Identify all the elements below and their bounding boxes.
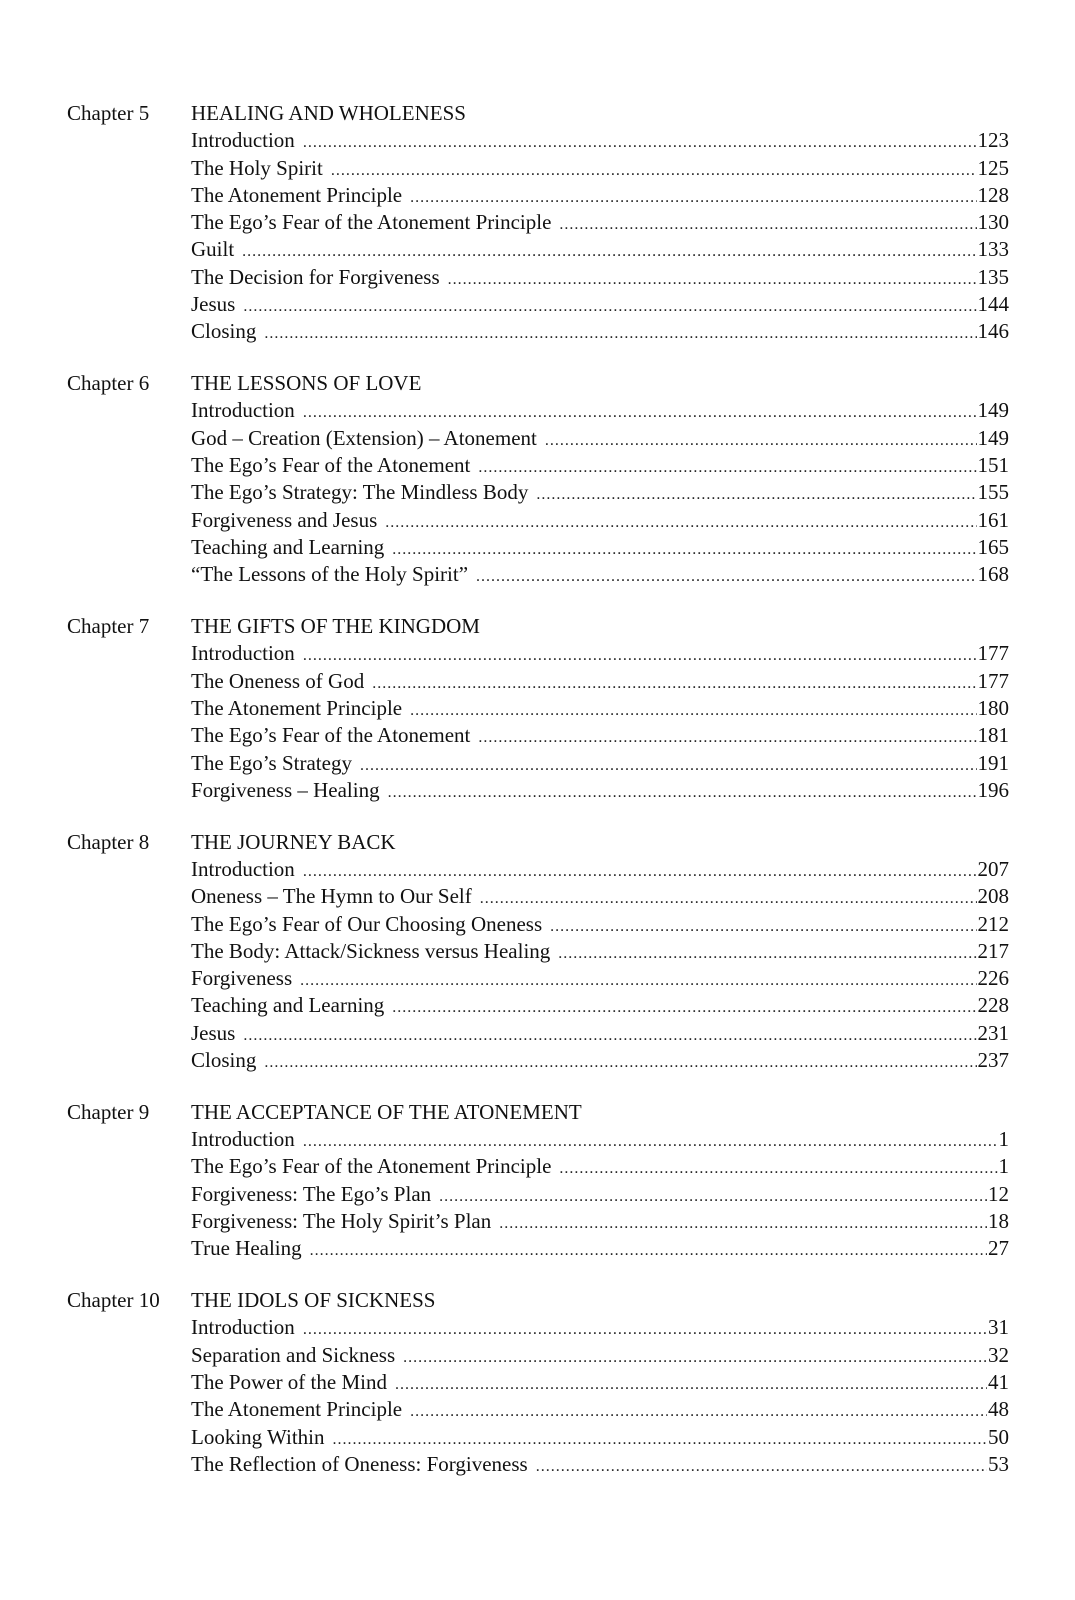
toc-entry-title: The Power of the Mind bbox=[191, 1369, 387, 1394]
toc-entry bbox=[191, 640, 1009, 667]
toc-entry-list bbox=[191, 640, 1009, 804]
dot-leader bbox=[550, 913, 976, 940]
toc-entry-list bbox=[191, 856, 1009, 1074]
toc-entry-page-number: 1 bbox=[998, 1127, 1009, 1152]
chapter-title: HEALING AND WHOLENESS bbox=[191, 101, 466, 125]
dot-leader bbox=[410, 697, 976, 724]
toc-entry-page-number: 181 bbox=[977, 723, 1009, 748]
toc-entry-page-number: 1 bbox=[998, 1154, 1009, 1179]
toc-entry-page-number: 27 bbox=[988, 1236, 1009, 1261]
toc-entry-page-number: 237 bbox=[977, 1048, 1009, 1072]
toc-entry-title: Looking Within bbox=[191, 1424, 325, 1449]
toc-entry bbox=[191, 397, 1009, 424]
toc-entry-page-number: 32 bbox=[988, 1342, 1009, 1367]
dot-leader bbox=[545, 427, 977, 454]
dot-leader bbox=[360, 752, 977, 779]
toc-entry-title: Introduction bbox=[191, 641, 295, 666]
toc-entry-title: True Healing bbox=[191, 1236, 302, 1261]
toc-entry-page-number: 217 bbox=[977, 938, 1009, 963]
toc-entry-title: The Ego’s Fear of the Atonement Principle bbox=[191, 1154, 552, 1179]
toc-entry-title: Introduction bbox=[191, 398, 295, 423]
toc-entry-title: The Ego’s Strategy: The Mindless Body bbox=[191, 480, 529, 505]
toc-entry-title: “The Lessons of the Holy Spirit” bbox=[191, 562, 469, 587]
toc-entry-title: The Holy Spirit bbox=[191, 155, 323, 180]
dot-leader bbox=[499, 1210, 987, 1237]
dot-leader bbox=[243, 1022, 976, 1049]
toc-entry bbox=[191, 722, 1009, 749]
dot-leader bbox=[392, 994, 976, 1021]
toc-entry-page-number: 196 bbox=[977, 777, 1009, 802]
chapter-label: Chapter 8 bbox=[67, 829, 150, 854]
toc-entry bbox=[191, 561, 1009, 588]
dot-leader bbox=[385, 509, 976, 536]
chapter-title: THE LESSONS OF LOVE bbox=[191, 371, 422, 396]
toc-entry-title: Forgiveness: The Holy Spirit’s Plan bbox=[191, 1208, 492, 1233]
chapter-heading bbox=[67, 829, 1009, 856]
toc-entry bbox=[191, 1369, 1009, 1396]
toc-entry bbox=[191, 1181, 1009, 1208]
toc-entry-title: Forgiveness and Jesus bbox=[191, 507, 378, 532]
dot-leader bbox=[480, 885, 977, 912]
toc-entry-page-number: 161 bbox=[977, 507, 1009, 532]
toc-entry-title: Closing bbox=[191, 319, 257, 344]
dot-leader bbox=[303, 1128, 998, 1155]
chapter-section bbox=[67, 829, 1009, 1075]
chapter-heading bbox=[67, 1099, 1009, 1126]
toc-entry bbox=[191, 777, 1009, 804]
toc-entry bbox=[191, 318, 1009, 345]
dot-leader bbox=[243, 293, 976, 320]
toc-entry-page-number: 133 bbox=[977, 237, 1009, 262]
toc-entry-page-number: 191 bbox=[977, 750, 1009, 775]
toc-entry-title: The Ego’s Strategy bbox=[191, 750, 352, 775]
toc-entry bbox=[191, 1314, 1009, 1341]
toc-entry-page-number: 180 bbox=[977, 695, 1009, 720]
toc-entry bbox=[191, 883, 1009, 910]
toc-entry-title: Teaching and Learning bbox=[191, 993, 385, 1018]
toc-entry-title: The Ego’s Fear of Our Choosing Oneness bbox=[191, 911, 543, 936]
toc-entry-title: The Ego’s Fear of the Atonement bbox=[191, 723, 471, 748]
toc-entry bbox=[191, 425, 1009, 452]
dot-leader bbox=[372, 670, 976, 697]
chapter-label: Chapter 9 bbox=[67, 1099, 150, 1124]
chapter-title: THE GIFTS OF THE KINGDOM bbox=[191, 614, 480, 639]
toc-entry-list bbox=[191, 1314, 1009, 1478]
chapter-heading bbox=[67, 613, 1009, 640]
toc-entry-page-number: 231 bbox=[977, 1020, 1009, 1045]
dot-leader bbox=[403, 1344, 987, 1371]
chapter-label: Chapter 5 bbox=[67, 101, 150, 125]
dot-leader bbox=[392, 536, 976, 563]
toc-entry-page-number: 155 bbox=[977, 480, 1009, 505]
dot-leader bbox=[331, 157, 977, 184]
toc-entry-title: Closing bbox=[191, 1048, 257, 1072]
toc-entry bbox=[191, 668, 1009, 695]
toc-entry-page-number: 41 bbox=[988, 1369, 1009, 1394]
dot-leader bbox=[303, 858, 977, 885]
toc-entry-title: The Reflection of Oneness: Forgiveness bbox=[191, 1451, 528, 1476]
dot-leader bbox=[310, 1237, 987, 1264]
dot-leader bbox=[478, 724, 976, 751]
toc-entry-title: Oneness – The Hymn to Our Self bbox=[191, 884, 472, 909]
toc-entry bbox=[191, 695, 1009, 722]
dot-leader bbox=[303, 129, 977, 156]
toc-entry bbox=[191, 534, 1009, 561]
toc-entry bbox=[191, 155, 1009, 182]
dot-leader bbox=[478, 454, 976, 481]
toc-entry bbox=[191, 911, 1009, 938]
toc-entry-title: Introduction bbox=[191, 128, 295, 153]
toc-entry bbox=[191, 856, 1009, 883]
dot-leader bbox=[558, 940, 976, 967]
toc-entry-page-number: 130 bbox=[977, 210, 1009, 235]
toc-entry bbox=[191, 479, 1009, 506]
dot-leader bbox=[439, 1183, 987, 1210]
dot-leader bbox=[303, 642, 977, 669]
toc-entry-title: Guilt bbox=[191, 237, 235, 262]
toc-entry-page-number: 128 bbox=[977, 182, 1009, 207]
dot-leader bbox=[448, 266, 977, 293]
dot-leader bbox=[559, 211, 976, 238]
chapter-title: THE IDOLS OF SICKNESS bbox=[191, 1288, 436, 1313]
toc-entry-page-number: 177 bbox=[977, 641, 1009, 666]
toc-entry-title: Forgiveness: The Ego’s Plan bbox=[191, 1181, 432, 1206]
toc-entry bbox=[191, 1451, 1009, 1478]
toc-entry-title: The Oneness of God bbox=[191, 668, 365, 693]
toc-entry-page-number: 149 bbox=[977, 425, 1009, 450]
toc-entry-title: Teaching and Learning bbox=[191, 534, 385, 559]
toc-entry-title: The Atonement Principle bbox=[191, 695, 403, 720]
chapter-section bbox=[67, 613, 1009, 804]
toc-entry bbox=[191, 992, 1009, 1019]
toc-entry bbox=[191, 938, 1009, 965]
toc-entry-page-number: 177 bbox=[977, 668, 1009, 693]
chapter-title: THE ACCEPTANCE OF THE ATONEMENT bbox=[191, 1099, 582, 1124]
chapter-section bbox=[67, 100, 1009, 346]
toc-entry-page-number: 31 bbox=[988, 1315, 1009, 1340]
toc-entry-title: Introduction bbox=[191, 1315, 295, 1340]
dot-leader bbox=[303, 1316, 987, 1343]
dot-leader bbox=[333, 1426, 987, 1453]
toc-entry-page-number: 165 bbox=[977, 534, 1009, 559]
toc-entry bbox=[191, 965, 1009, 992]
toc-entry-page-number: 50 bbox=[988, 1424, 1009, 1449]
toc-entry-page-number: 125 bbox=[977, 155, 1009, 180]
toc-entry-page-number: 212 bbox=[977, 911, 1009, 936]
toc-entry-title: Separation and Sickness bbox=[191, 1342, 396, 1367]
toc-entry-page-number: 12 bbox=[988, 1181, 1009, 1206]
toc-entry-title: The Ego’s Fear of the Atonement Principle bbox=[191, 210, 552, 235]
toc-entry-page-number: 208 bbox=[977, 884, 1009, 909]
dot-leader bbox=[242, 238, 976, 265]
toc-entry-page-number: 228 bbox=[977, 993, 1009, 1018]
dot-leader bbox=[410, 184, 976, 211]
chapter-title: THE JOURNEY BACK bbox=[191, 829, 396, 854]
toc-entry bbox=[191, 209, 1009, 236]
toc-entry-page-number: 48 bbox=[988, 1397, 1009, 1422]
toc-entry bbox=[191, 750, 1009, 777]
dot-leader bbox=[536, 1453, 987, 1480]
toc-entry bbox=[191, 1153, 1009, 1180]
toc-entry-title: Introduction bbox=[191, 1127, 295, 1152]
toc-entry-page-number: 123 bbox=[977, 128, 1009, 153]
dot-leader bbox=[476, 563, 976, 590]
toc-entry bbox=[191, 1342, 1009, 1369]
toc-entry-list bbox=[191, 397, 1009, 588]
toc-entry-list bbox=[191, 1126, 1009, 1262]
toc-entry-title: The Body: Attack/Sickness versus Healing bbox=[191, 938, 551, 963]
toc-entry-title: The Ego’s Fear of the Atonement bbox=[191, 453, 471, 478]
chapter-section bbox=[67, 370, 1009, 588]
dot-leader bbox=[300, 967, 976, 994]
toc-entry bbox=[191, 1047, 1009, 1074]
toc-entry-page-number: 151 bbox=[977, 453, 1009, 478]
dot-leader bbox=[536, 481, 976, 508]
toc-entry bbox=[191, 127, 1009, 154]
toc-entry-title: Forgiveness – Healing bbox=[191, 777, 380, 802]
toc-entry-title: Jesus bbox=[191, 1020, 236, 1045]
toc-entry bbox=[191, 291, 1009, 318]
toc-entry-page-number: 135 bbox=[977, 264, 1009, 289]
toc-entry bbox=[191, 1020, 1009, 1047]
chapter-heading bbox=[67, 1287, 1009, 1314]
dot-leader bbox=[388, 779, 977, 806]
toc-entry-list bbox=[191, 127, 1009, 345]
toc-entry-page-number: 53 bbox=[988, 1451, 1009, 1476]
toc-entry bbox=[191, 1396, 1009, 1423]
toc-entry bbox=[191, 507, 1009, 534]
toc-entry-title: The Atonement Principle bbox=[191, 182, 403, 207]
toc-entry bbox=[191, 1126, 1009, 1153]
toc-entry bbox=[191, 452, 1009, 479]
toc-entry-title: The Decision for Forgiveness bbox=[191, 264, 440, 289]
toc-entry bbox=[191, 1235, 1009, 1262]
toc-entry bbox=[191, 182, 1009, 209]
chapter-label: Chapter 6 bbox=[67, 371, 150, 396]
dot-leader bbox=[395, 1371, 987, 1398]
dot-leader bbox=[264, 1049, 976, 1076]
toc-entry-title: Forgiveness bbox=[191, 966, 293, 991]
dot-leader bbox=[410, 1398, 987, 1425]
chapter-section bbox=[67, 1287, 1009, 1478]
toc-entry-page-number: 207 bbox=[977, 856, 1009, 881]
toc-entry bbox=[191, 264, 1009, 291]
toc-entry bbox=[191, 236, 1009, 263]
toc-entry-title: Jesus bbox=[191, 292, 236, 317]
dot-leader bbox=[303, 399, 977, 426]
toc-entry-page-number: 168 bbox=[977, 562, 1009, 587]
toc-entry-page-number: 149 bbox=[977, 398, 1009, 423]
chapter-label: Chapter 7 bbox=[67, 614, 150, 639]
toc-entry-title: Introduction bbox=[191, 856, 295, 881]
toc-entry bbox=[191, 1424, 1009, 1451]
toc-entry-title: The Atonement Principle bbox=[191, 1397, 403, 1422]
toc-entry bbox=[191, 1208, 1009, 1235]
dot-leader bbox=[559, 1155, 997, 1182]
toc-entry-page-number: 18 bbox=[988, 1208, 1009, 1233]
toc-entry-page-number: 144 bbox=[977, 292, 1009, 317]
chapter-section bbox=[67, 1099, 1009, 1263]
chapter-heading bbox=[67, 100, 1009, 127]
chapter-label: Chapter 10 bbox=[67, 1288, 160, 1313]
toc-entry-page-number: 226 bbox=[977, 966, 1009, 991]
table-of-contents bbox=[67, 100, 1009, 1503]
chapter-heading bbox=[67, 370, 1009, 397]
dot-leader bbox=[264, 320, 976, 347]
toc-entry-title: God – Creation (Extension) – Atonement bbox=[191, 425, 537, 450]
toc-entry-page-number: 146 bbox=[977, 319, 1009, 344]
